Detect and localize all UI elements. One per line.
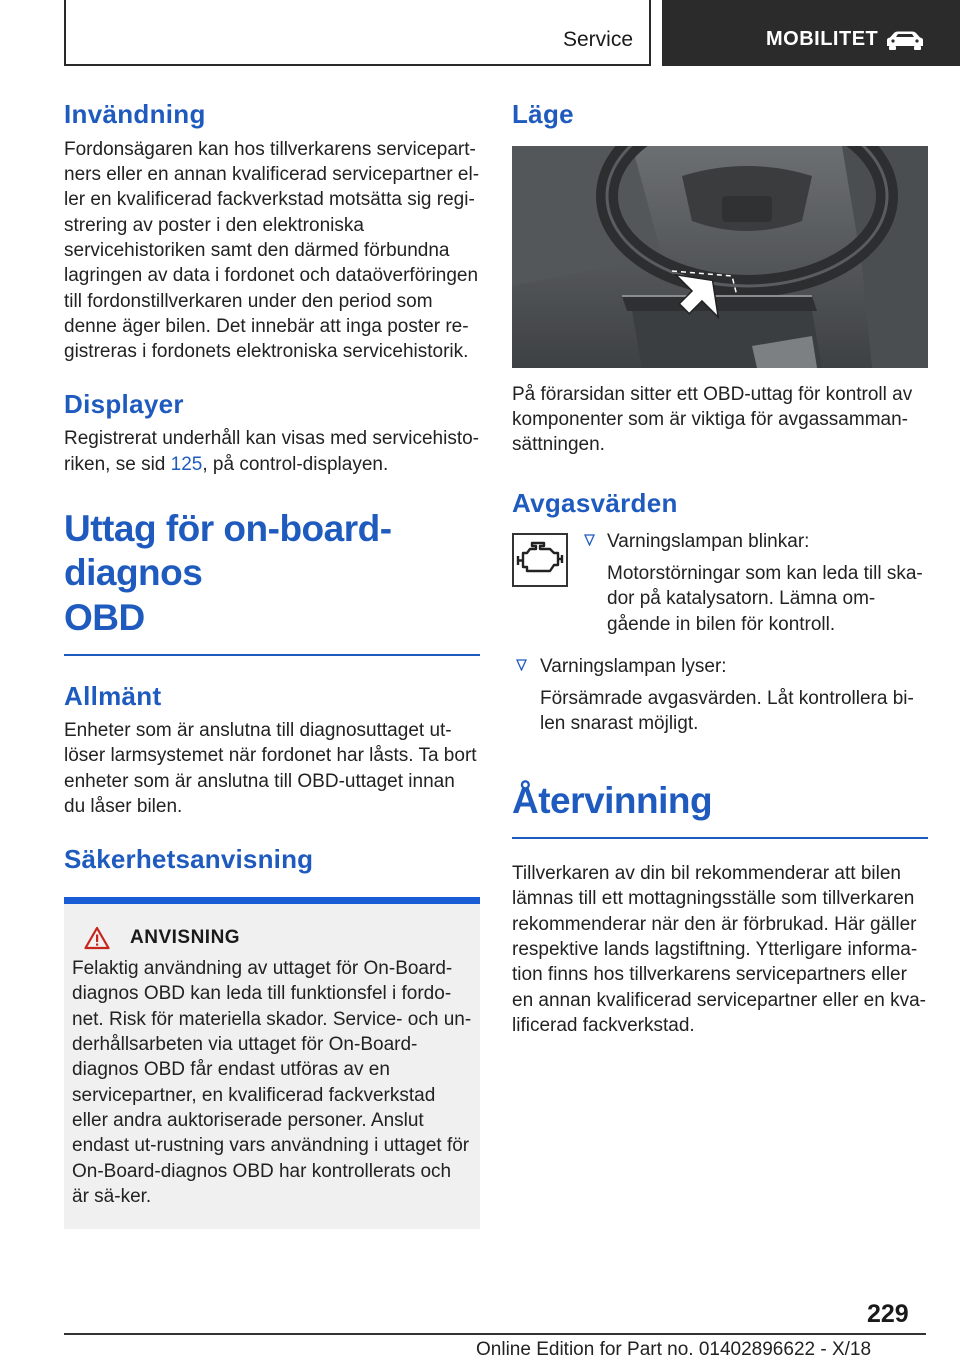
heading-allmant: Allmänt [64, 681, 162, 712]
heading-lage: Läge [512, 99, 574, 129]
right-column [512, 100, 928, 1038]
paragraph-atervinning: Tillverkaren av din bil rekommenderar att bilen lämnas till ett mottagningsställe som tillverkaren rekommenderar när den är förbrukad. Här gäller respektive lands lagstiftning. Ytterligare informa-tion finns hos tillverkarens servicepartners eller en annan kvalificerad servicepartner eller en kva-lificerad fackverkstad. [512, 863, 926, 1036]
page-header [0, 0, 960, 66]
paragraph-invandning: Fordonsägaren kan hos tillverkarens servicepart-ners eller en annan kvalificerad servicepartner el-ler en kvalificerad fackverkstad motsätta sig regi-strering av poster i den elektroniska servicehistoriken samt den därmed förbundna lagringen av data i fordonet och dataöverföringen till fordonstillverkaren under den period som denne äger bilen. Det innebär att inga poster re-gistreras i fordonets elektroniska servicehistorik. [64, 138, 480, 363]
heading-avgas: Avgasvärden [512, 487, 678, 518]
chapter-label: MOBILITET [766, 28, 879, 50]
list-item [512, 654, 928, 737]
warning-header [84, 926, 472, 950]
bullet-label: Varningslampan blinkar: [607, 530, 810, 552]
bullet-triangle-icon [584, 534, 595, 546]
bullet-label: Varningslampan lyser: [540, 655, 727, 677]
car-icon [884, 29, 926, 51]
page-link[interactable]: 125 [170, 453, 203, 475]
obd-location-photo [512, 146, 928, 368]
list-item [512, 529, 928, 637]
heading-rule [64, 654, 480, 656]
paragraph-allmant: Enheter som är anslutna till diagnosuttaget ut-löser larmsystemet när fordonet har låsts. Ta bort enheter som är anslutna till OBD-uttaget innan du låser bilen. [64, 720, 477, 817]
heading-invandning: Invändning [64, 99, 206, 129]
heading-displayer: Displayer [64, 388, 184, 419]
paragraph-lage: På förarsidan sitter ett OBD-uttag för kontroll av komponenter som är viktiga för avgassamman-sättningen. [512, 383, 913, 456]
warning-text: Felaktig användning av uttaget för On-Board-diagnos OBD kan leda till funktionsfel i fordo-net. Risk för materiella skador. Service- och un-derhållsarbeten via uttaget för On-Board-diagnos OBD får endast utföras av en servicepartner, en kvalificerad fackverkstad eller andra auktoriserade personer. Anslut endast ut-rustning vars användning i uttaget för On-Board-diagnos OBD har kontrollerats och är sä-ker. [72, 958, 472, 1207]
section-label: Service [562, 28, 633, 51]
warning-triangle-icon [84, 926, 110, 950]
emission-list [512, 529, 928, 737]
main-heading-obd: Uttag för on-board-diagnos OBD [64, 508, 392, 638]
warning-title: ANVISNING [130, 927, 241, 949]
footer-edition: Online Edition for Part no. 01402896622 - X/18 [476, 1339, 872, 1360]
heading-sakerhet: Säkerhetsanvisning [64, 844, 314, 875]
section-tab [64, 0, 651, 66]
bullet-triangle-icon [516, 659, 527, 671]
bullet-text: Motorstörningar som kan leda till ska-dor på katalysatorn. Lämna om-gående in bilen för kontroll. [607, 562, 923, 635]
page-number: 229 [867, 1300, 909, 1328]
bullet-text: Försämrade avgasvärden. Låt kontrollera bi-len snarast möjligt. [540, 688, 914, 735]
left-column [64, 100, 480, 1229]
main-heading-atervinning: Återvinning [512, 779, 713, 821]
heading-rule [512, 837, 928, 839]
footer-rule [64, 1333, 926, 1335]
chapter-tab [662, 0, 960, 66]
paragraph-displayer: Registrerat underhåll kan visas med servicehisto-riken, se sid 125, på control-displayen. [64, 428, 480, 475]
warning-box [64, 897, 480, 1229]
